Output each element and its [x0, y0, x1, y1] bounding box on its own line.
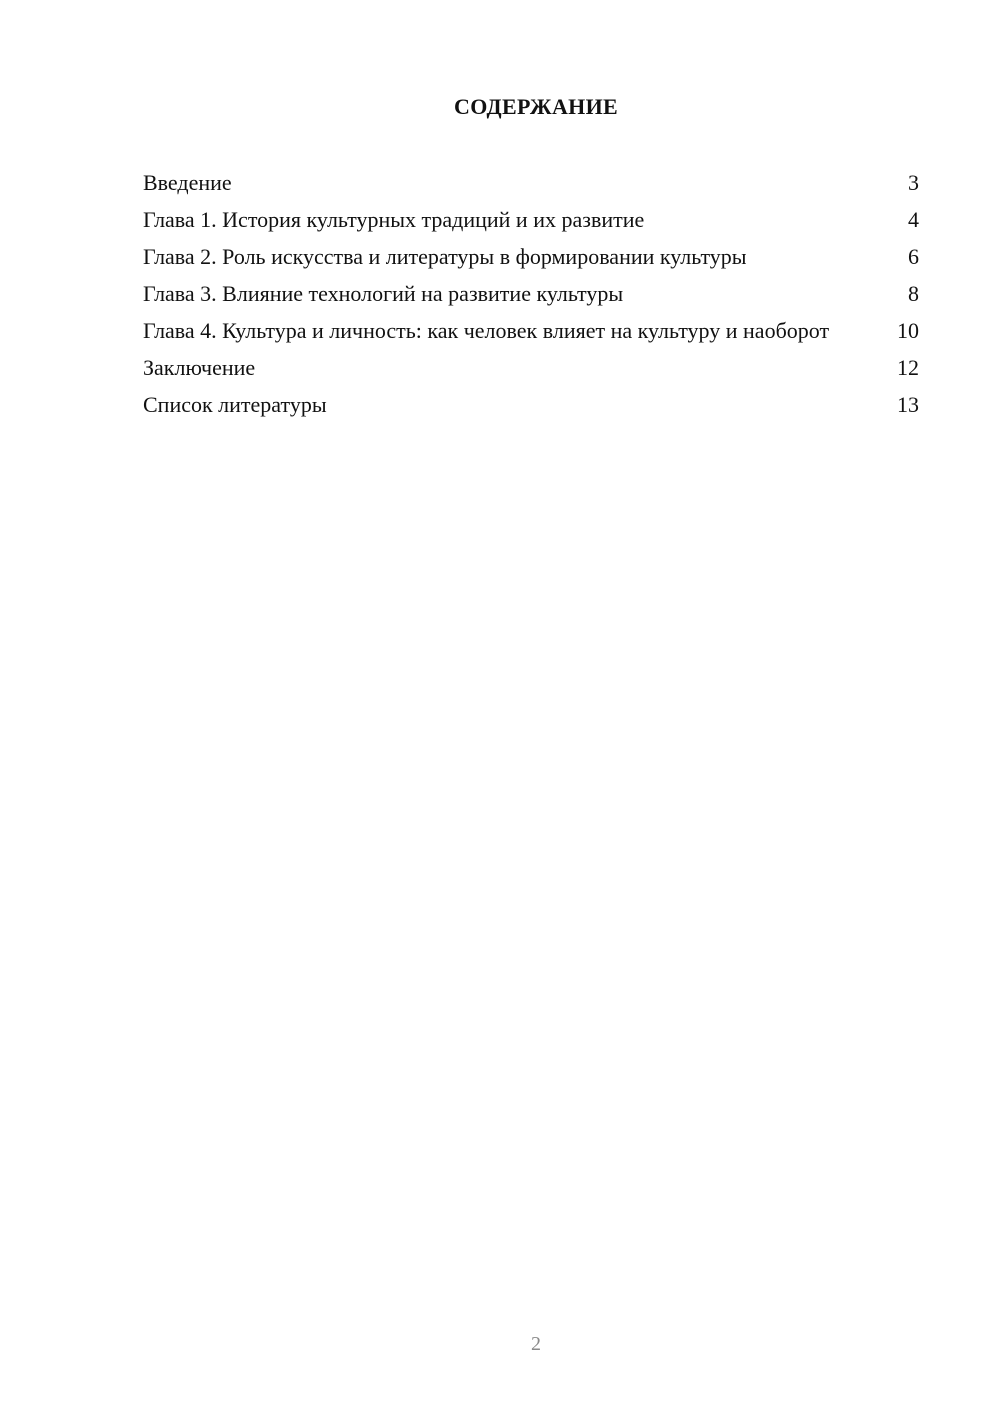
toc-entry-chapter-1 — [143, 207, 919, 233]
toc-entry-page: 4 — [908, 207, 919, 232]
toc-entry-introduction — [143, 170, 919, 196]
toc-entry-page: 8 — [908, 281, 919, 306]
toc-entry-label: Список литературы — [143, 392, 327, 417]
toc-title: СОДЕРЖАНИЕ — [454, 94, 618, 119]
toc-entry-page: 6 — [908, 244, 919, 269]
toc-entry-chapter-2 — [143, 244, 919, 270]
toc-entry-label: Заключение — [143, 355, 256, 380]
table-of-contents — [143, 170, 919, 429]
toc-entry-page: 10 — [897, 318, 919, 343]
toc-entry-conclusion — [143, 355, 919, 381]
toc-entry-label: Введение — [143, 170, 232, 195]
toc-entry-page: 12 — [897, 355, 919, 380]
page-number: 2 — [531, 1333, 541, 1355]
toc-entry-page: 13 — [897, 392, 919, 417]
toc-entry-label: Глава 1. История культурных традиций и их развитие — [143, 207, 645, 232]
toc-entry-label: Глава 3. Влияние технологий на развитие культуры — [143, 281, 624, 306]
toc-entry-chapter-3 — [143, 281, 919, 307]
toc-entry-bibliography — [143, 392, 919, 418]
toc-entry-label: Глава 4. Культура и личность: как человек влияет на культуру и наоборот — [143, 318, 830, 343]
toc-entry-label: Глава 2. Роль искусства и литературы в формировании культуры — [143, 244, 747, 269]
toc-entry-page: 3 — [908, 170, 919, 195]
toc-entry-chapter-4 — [143, 318, 919, 344]
